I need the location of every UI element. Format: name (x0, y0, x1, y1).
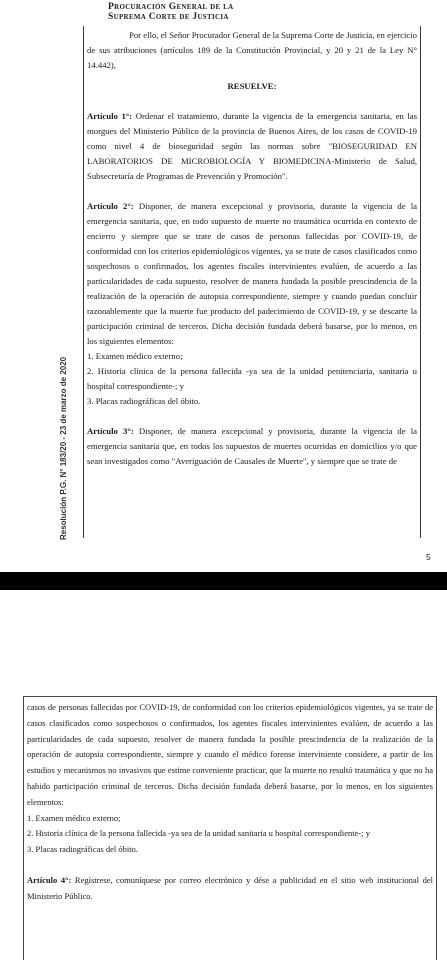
article-3-item-2: 2. Historia clínica de la persona fallecida -ya sea de la unidad sanitaria u hospital correspondiente-; y (27, 828, 370, 839)
header-line-2: Suprema Corte de Justicia (108, 12, 229, 22)
resolution-side-label: Resolución P.G. N° 183/20 - 23 de marzo de 2020 (59, 356, 68, 540)
header-line-1: Procuración General de la (108, 2, 234, 12)
article-1-label: Artículo 1°: (87, 111, 133, 121)
article-3-item-1: 1. Examen médico externo; (27, 812, 121, 823)
article-4-label: Artículo 4°: (27, 874, 72, 885)
article-1 (87, 109, 417, 184)
page-separator (0, 572, 447, 590)
article-3-item-3: 3. Placas radiográficas del óbito. (27, 844, 138, 855)
article-2 (87, 199, 417, 349)
page-number: 5 (426, 552, 431, 562)
institution-header (108, 2, 233, 22)
article-2-item-1: 1. Examen médico externo; (87, 351, 183, 361)
page1-body (87, 28, 417, 469)
article-4-text: Regístrese, comuníquese por correo electrónico y dése a publicidad en el sitio web institucional del Ministerio Público. (27, 874, 433, 901)
article-3-text: Disponer, de manera excepcional y provisoria, durante la vigencia de la emergencia sanitaria que, en todos los supuestos de muertes ocurridas en domicilios y/o que sean investigados como "Averiguación de Causales de Muerte", y siempre que se trate de (87, 426, 418, 466)
article-4 (27, 873, 433, 905)
article-3-continuation: casos de personas fallecidas por COVID-19, de conformidad con los criterios epidemiológicos vigentes, ya se trate de casos clasificados como sospechosos o confirmados, los agentes fiscales intervinientes evalúen, de acuerdo a las particularidades de cada supuesto, resolver de manera fundada la posible prescindencia de la realización de la operación de autopsia correspondiente, siempre y cuando el médico forense interviniente considere, a partir de los estudios y mecanismos no invasivos que estime conveniente practicar, que la muerte no resultó traumática y que no ha habido participación criminal de terceros. Dicha decisión fundada deberá basarse, por lo menos, en los siguientes elementos: (27, 702, 433, 807)
page2-body (27, 700, 433, 905)
intro-paragraph: Por ello, el Señor Procurador General de la Suprema Corte de Justicia, en ejercicio de sus atribuciones (artículos 189 de la Constitución Provincial, y 20 y 21 de la Ley N° 14.442), (87, 30, 417, 70)
article-3-label: Artículo 3°: (87, 426, 134, 436)
article-2-item-3: 3. Placas radiográficas del óbito. (87, 396, 201, 406)
resuelve-heading: RESUELVE: (227, 81, 277, 91)
article-2-item-2: 2. Historia clínica de la persona fallecida -ya sea de la unidad penitenciaria, sanitaria u hospital correspondiente-; y (87, 366, 417, 391)
article-2-text: Disponer, de manera excepcional y provisoria, durante la vigencia de la emergencia sanitaria, que, en todo supuesto de muerte no traumática ocurrida en contexto de encierro y siempre que se trate de casos de personas fallecidas por COVID-19, de conformidad con los criterios epidemiológicos vigentes, ya se trate de casos clasificados como sospechosos o confirmados, los agentes fiscales intervinientes evalúen, de acuerdo a las particularidades de cada supuesto, resolver de manera fundada la posible prescindencia de la realización de la operación de autopsia correspondiente, siempre y cuando puedan concluir razonablemente que la muerte fue producto del padecimiento de COVID-19, y se descarte la participación criminal de terceros. Dicha decisión fundada deberá basarse, por lo menos, en los siguientes elementos: (87, 201, 418, 346)
article-3 (87, 424, 417, 469)
article-2-label: Artículo 2°: (87, 201, 134, 211)
article-1-text: Ordenar el tratamiento, durante la vigencia de la emergencia sanitaria, en las morgues del Ministerio Público de la provincia de Buenos Aires, de los casos de COVID-19 como nivel 4 de bioseguridad según las normas sobre "BIOSEGURIDAD EN LABORATORIOS DE MICROBIOLOGÍA Y BIOMEDICINA-Ministerio de Salud, Subsecretaría de Programas de Prevención y Promoción". (87, 111, 418, 181)
